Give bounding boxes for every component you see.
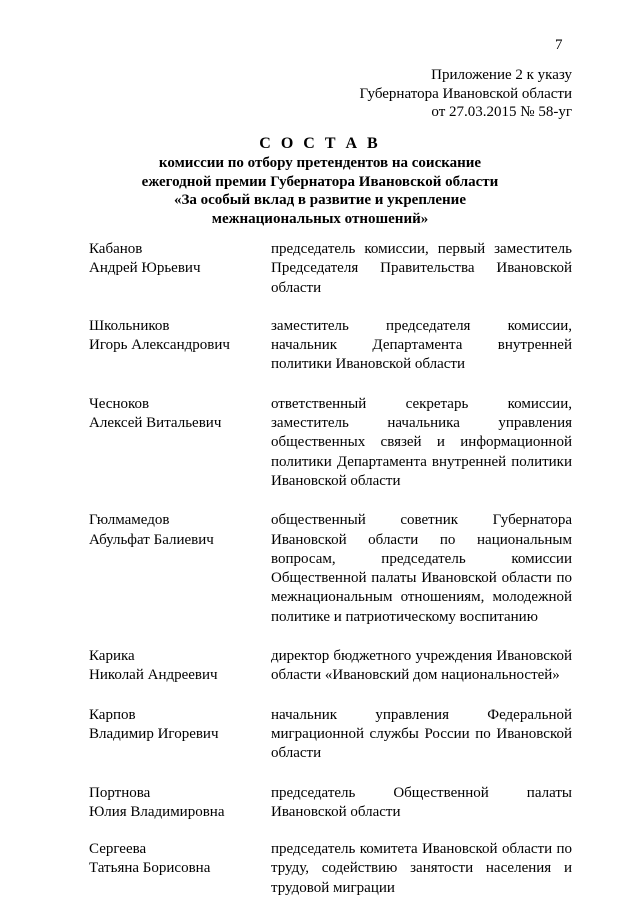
member-name <box>89 240 271 279</box>
member-entry <box>89 706 572 764</box>
member-given-names: Алексей Витальевич <box>89 415 222 432</box>
member-name <box>89 784 271 823</box>
member-name <box>89 647 271 686</box>
member-surname: Гюлмамедов <box>89 512 170 529</box>
member-entry <box>89 511 572 627</box>
member-surname: Карика <box>89 648 135 665</box>
member-given-names: Владимир Игоревич <box>89 725 219 742</box>
member-name <box>89 395 271 434</box>
member-surname: Чесноков <box>89 395 150 412</box>
member-entry <box>89 317 572 375</box>
member-role: общественный советник Губернатора Ивановской области по национальным вопросам, председатель комиссии Общественной палаты Ивановской области по межнациональным отношениям, молодежной политике и патриотическому воспитанию <box>271 512 572 625</box>
member-given-names: Татьяна Борисовна <box>89 860 211 877</box>
heading-line: межнациональных отношений» <box>211 210 429 227</box>
member-given-names: Игорь Александрович <box>89 337 230 354</box>
document-heading <box>0 134 640 228</box>
member-name <box>89 317 271 356</box>
member-surname: Кабанов <box>89 241 143 257</box>
member-given-names: Андрей Юрьевич <box>89 260 201 277</box>
heading-line: комиссии по отбору претендентов на соискание <box>158 155 482 171</box>
member-entry <box>89 840 572 898</box>
heading-line: «За особый вклад в развитие и укрепление <box>173 192 466 208</box>
appendix-line: Губернатора Ивановской области <box>359 85 572 102</box>
member-entry <box>89 647 572 686</box>
member-name <box>89 511 271 550</box>
member-name <box>89 840 271 879</box>
member-role: ответственный секретарь комиссии, заместитель начальника управления общественных связей и информационной политики Департамента внутренней политики Ивановской области <box>271 395 572 489</box>
appendix-line: от 27.03.2015 № 58-уг <box>431 104 572 120</box>
heading-line: ежегодной премии Губернатора Ивановской области <box>141 173 499 190</box>
member-role: председатель Общественной палаты Ивановской области <box>271 784 572 820</box>
member-given-names: Абульфат Балиевич <box>89 531 214 548</box>
commission-members-list <box>89 240 572 898</box>
member-role: председатель комитета Ивановской области по труду, содействию занятости населения и трудовой миграции <box>271 841 572 896</box>
member-given-names: Николай Андреевич <box>89 667 218 684</box>
member-given-names: Юлия Владимировна <box>89 803 225 820</box>
member-surname: Школьников <box>89 317 170 334</box>
member-surname: Портнова <box>89 784 151 801</box>
member-role: директор бюджетного учреждения Ивановской области «Ивановский дом национальностей» <box>271 648 572 684</box>
appendix-note <box>359 66 572 122</box>
member-role: начальник управления Федеральной миграционной службы России по Ивановской области <box>271 706 572 762</box>
member-role: председатель комиссии, первый заместитель Председателя Правительства Ивановской области <box>271 241 572 296</box>
appendix-line: Приложение 2 к указу <box>431 67 572 83</box>
member-surname: Сергеева <box>89 841 147 858</box>
member-surname: Карпов <box>89 706 136 723</box>
member-name <box>89 706 271 745</box>
member-entry <box>89 395 572 491</box>
member-role: заместитель председателя комиссии, начальник Департамента внутренней политики Ивановской области <box>271 317 572 373</box>
page-number: 7 <box>555 37 563 53</box>
member-entry <box>89 240 572 298</box>
member-entry <box>89 784 572 823</box>
document-title: С О С Т А В <box>259 135 381 152</box>
